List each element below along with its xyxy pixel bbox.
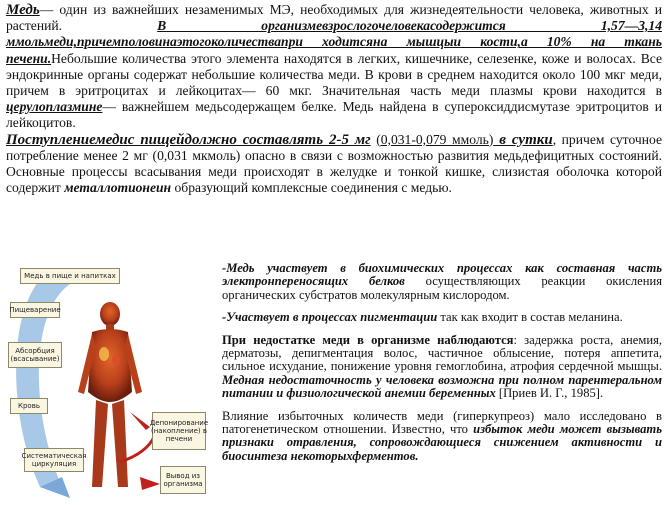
paragraph-biochem xyxy=(222,262,662,302)
box-digestion: Пищеварение xyxy=(10,302,60,318)
highlight-ceruloplasmin: церулоплазмине xyxy=(6,99,103,115)
box-systemic-circulation: Систематическая циркуляция xyxy=(24,448,84,472)
highlight-pigment: -Участвует в процессах пигментации xyxy=(222,310,438,325)
text-span: — важнейшем медьсодержащем белке. Медь найдена в супероксиддисмутазе эритроцитов и лейкоцитов. xyxy=(6,99,662,131)
text-span: : задержка роста, анемия, дерматозы, депигментация волос, частичное облысение, потеря аппетита, сильное исхудание, понижение уровня гемоглобина, атрофия сердечной мышцы. xyxy=(222,332,663,374)
highlight-distribution: В организмевзрослогочеловекасодержится 1,57—3,14 ммольмеди,причемполовинаэтогоколичествапри ходитсяна мышцыи кости,а 10% на ткань печени. xyxy=(6,18,662,66)
highlight-intake: Поступлениемедис пищейдолжно составлять 2-5 мг xyxy=(6,131,371,148)
paragraph-deficiency xyxy=(222,334,662,401)
paragraph-intake xyxy=(6,132,662,197)
highlight-parenteral: Медная недостаточность у человека возможна при полном парентеральном питании и физиологической анемии беременных xyxy=(222,372,662,401)
copper-metabolism-figure xyxy=(0,262,212,500)
text-span: Небольшие количества этого элемента находятся в легких, кишечнике, селезенке, коже и волосах. Все эндокринные органы содержат небольшие количества меди. В крови в среднем находится около 100 мкг меди, причем в эритроцитах и лейкоцитах— 60 мкг. Значительная часть меди плазмы крови находится в xyxy=(6,50,662,99)
right-column-text xyxy=(222,262,662,472)
box-blood: Кровь xyxy=(10,398,48,414)
term-copper: Медь xyxy=(6,2,40,18)
top-text xyxy=(6,2,662,196)
text-span: так как входит в состав меланина. xyxy=(437,310,623,325)
highlight-excess: избыток меди может вызывать признаки отравления, сопровождающиеся снижением активности и биосинтеза некоторыхферментов. xyxy=(222,422,662,463)
intake-mmol: (0,031-0,079 ммоль) xyxy=(376,131,494,147)
term-metallothionein: металлотионеин xyxy=(64,180,172,196)
highlight-biochem: -Медь участвует в биохимических процессах как составная часть электронпереносящих белков xyxy=(222,261,662,289)
box-liver-deposit: Депонирование (накопление) в печени xyxy=(152,412,206,450)
highlight-per-day: в сутки xyxy=(493,131,553,148)
paragraph-excess xyxy=(222,410,662,464)
text-span: образующий комплексные соединения с медью. xyxy=(171,180,452,196)
highlight-deficiency: При недостатке меди в организме наблюдаются xyxy=(222,332,514,347)
text-span: осуществляющих реакции окисления органических субстратов молекулярным кислородом. xyxy=(222,274,662,302)
box-copper-in-food: Медь в пище и напитках xyxy=(20,268,120,284)
box-excretion: Вывод из организма xyxy=(160,466,206,494)
paragraph-pigment xyxy=(222,311,662,324)
text-span: Влияние избыточных количеств меди (гиперкупреоз) мало исследовано в патогенетическом отношении. Известно, что xyxy=(222,408,662,437)
text-span: — один из важнейших незаменимых МЭ, необходимых для жизнедеятельности человека, животных и растений. xyxy=(6,2,662,34)
text-span: , причем суточное потребление менее 2 мг (0,031 мкмоль) опасно в связи с возможностью развития медьдефицитных состояний. Основные процессы всасывания меди происходят в желудке и тонкой кишке, слизистая оболочка которой содержит xyxy=(6,131,662,196)
text-span: [Приев И. Г., 1985]. xyxy=(495,386,604,401)
paragraph-copper-content xyxy=(6,2,662,132)
box-absorption: Абсорбция (всасывание) xyxy=(8,342,62,368)
